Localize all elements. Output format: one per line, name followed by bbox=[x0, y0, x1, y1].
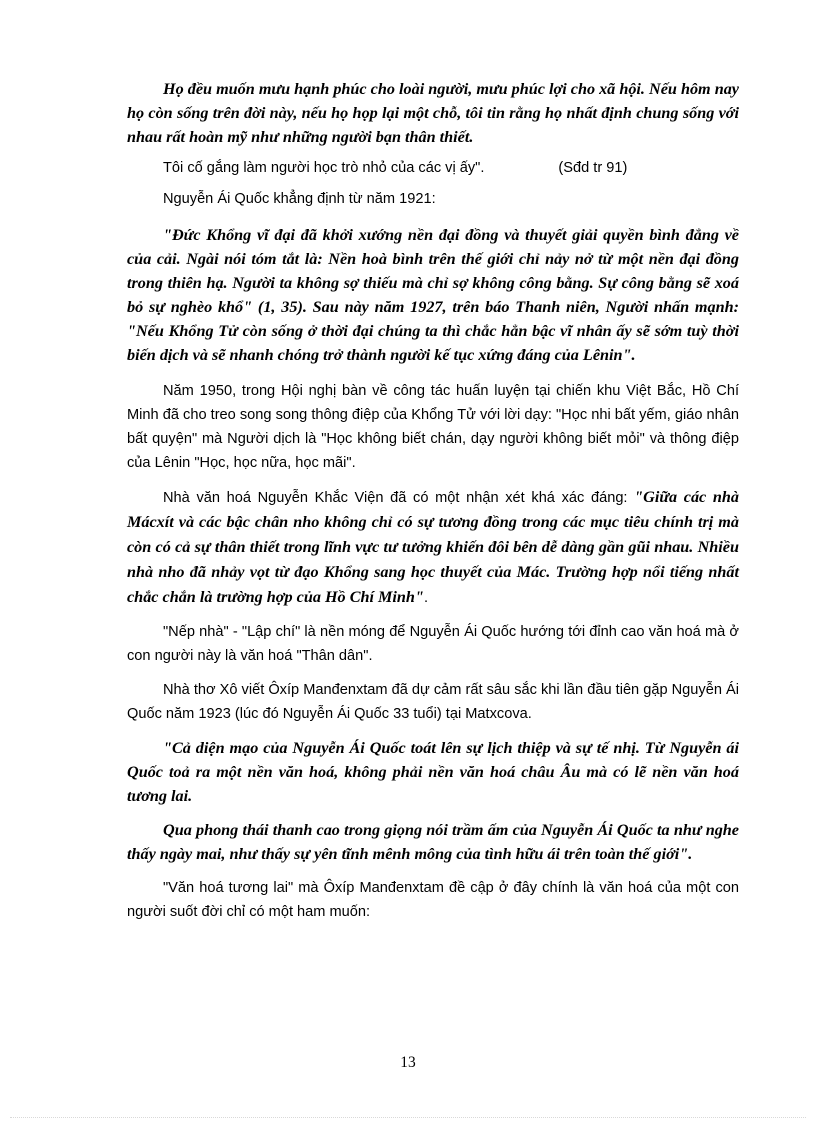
paragraph-affirmation-1921: Nguyễn Ái Quốc khẳng định từ năm 1921: bbox=[163, 191, 436, 207]
paragraph-quote: "Giữa các nhà Mácxít và các bậc chân nho không chỉ có sự tương đồng trong các mục tiêu chính trị mà còn có cả sự thân thiết trong lĩnh vực tư tưởng khiến đôi bên dễ dàng gần gũi nhau. Nhiều nhà nho đã nhảy vọt từ đạo Khổng sang học thuyết của Mác. Trường hợp nổi tiếng nhất chắc chắn là trường hợp của Hồ Chí Minh" bbox=[127, 488, 740, 606]
page-bottom-divider bbox=[10, 1117, 806, 1118]
paragraph-end: . bbox=[423, 590, 428, 606]
paragraph-student bbox=[127, 156, 739, 180]
paragraph-nguyen-khac-vien bbox=[127, 485, 739, 610]
page-number: 13 bbox=[400, 1054, 416, 1071]
citation: (Sđd tr 91) bbox=[558, 160, 628, 176]
paragraph-future-culture: "Văn hoá tương lai" mà Ôxíp Manđenxtam đề cập ở đây chính là văn hoá của một con người suốt đời chỉ có một ham muốn: bbox=[127, 880, 739, 920]
paragraph-text: Tôi cố gắng làm người học trò nhỏ của các vị ấy". bbox=[163, 160, 485, 176]
quote-paragraph-appearance: "Cả diện mạo của Nguyễn Ái Quốc toát lên sự lịch thiệp và sự tế nhị. Từ Nguyễn ái Quốc toả ra một nền văn hoá, không phải nền văn hoá châu Âu mà có lẽ nền văn hoá tương lai. bbox=[127, 739, 739, 805]
paragraph-mandelstam: Nhà thơ Xô viết Ôxíp Manđenxtam đã dự cảm rất sâu sắc khi lần đầu tiên gặp Nguyễn Ái Quốc năm 1923 (lúc đó Nguyễn Ái Quốc 33 tuổi) tại Matxcova. bbox=[127, 682, 739, 722]
quote-paragraph-confucius-great: "Đức Khổng vĩ đại đã khởi xướng nền đại đồng và thuyết giải quyền bình đẳng về của cải. Ngài nói tóm tắt là: Nền hoà bình trên thế giới chỉ nảy nở từ một nền đại đồng trong thiên hạ. Người ta không sợ thiếu mà chỉ sợ không công bằng. Sự công bằng sẽ xoá bỏ sự nghèo khổ" (1, 35). Sau này năm 1927, trên báo Thanh niên, Người nhấn mạnh: "Nếu Khổng Tử còn sống ở thời đại chúng ta thì chắc hẳn bậc vĩ nhân ấy sẽ sớm tuỳ thời biến dịch và sẽ nhanh chóng trở thành người kế tục xứng đáng của Lênin". bbox=[127, 226, 739, 364]
quote-paragraph-confucius-ideals: Họ đều muốn mưu hạnh phúc cho loài người, mưu phúc lợi cho xã hội. Nếu hôm nay họ còn sống trên đời này, nếu họ họp lại một chỗ, tôi tin rằng họ nhất định chung sống với nhau rất hoàn mỹ như những người bạn thân thiết. bbox=[127, 80, 739, 146]
paragraph-nep-nha: "Nếp nhà" - "Lập chí" là nền móng để Nguyễn Ái Quốc hướng tới đỉnh cao văn hoá mà ở con người này là văn hoá "Thân dân". bbox=[127, 624, 739, 664]
paragraph-intro: Nhà văn hoá Nguyễn Khắc Viện đã có một nhận xét khá xác đáng: bbox=[163, 490, 635, 506]
page-body bbox=[127, 77, 739, 924]
paragraph-conference-1950: Năm 1950, trong Hội nghị bàn về công tác huấn luyện tại chiến khu Việt Bắc, Hồ Chí Minh đã cho treo song song thông điệp của Khổng Tử với lời dạy: "Học nhi bất yếm, giáo nhân bất quyện" mà Người dịch là "Học không biết chán, dạy người không biết mỏi" và thông điệp của Lênin "Học, học nữa, học mãi". bbox=[127, 383, 739, 471]
quote-paragraph-voice: Qua phong thái thanh cao trong giọng nói trầm ấm của Nguyễn Ái Quốc ta như nghe thấy ngày mai, như thấy sự yên tĩnh mênh mông của tình hữu ái trên toàn thế giới". bbox=[127, 821, 739, 863]
